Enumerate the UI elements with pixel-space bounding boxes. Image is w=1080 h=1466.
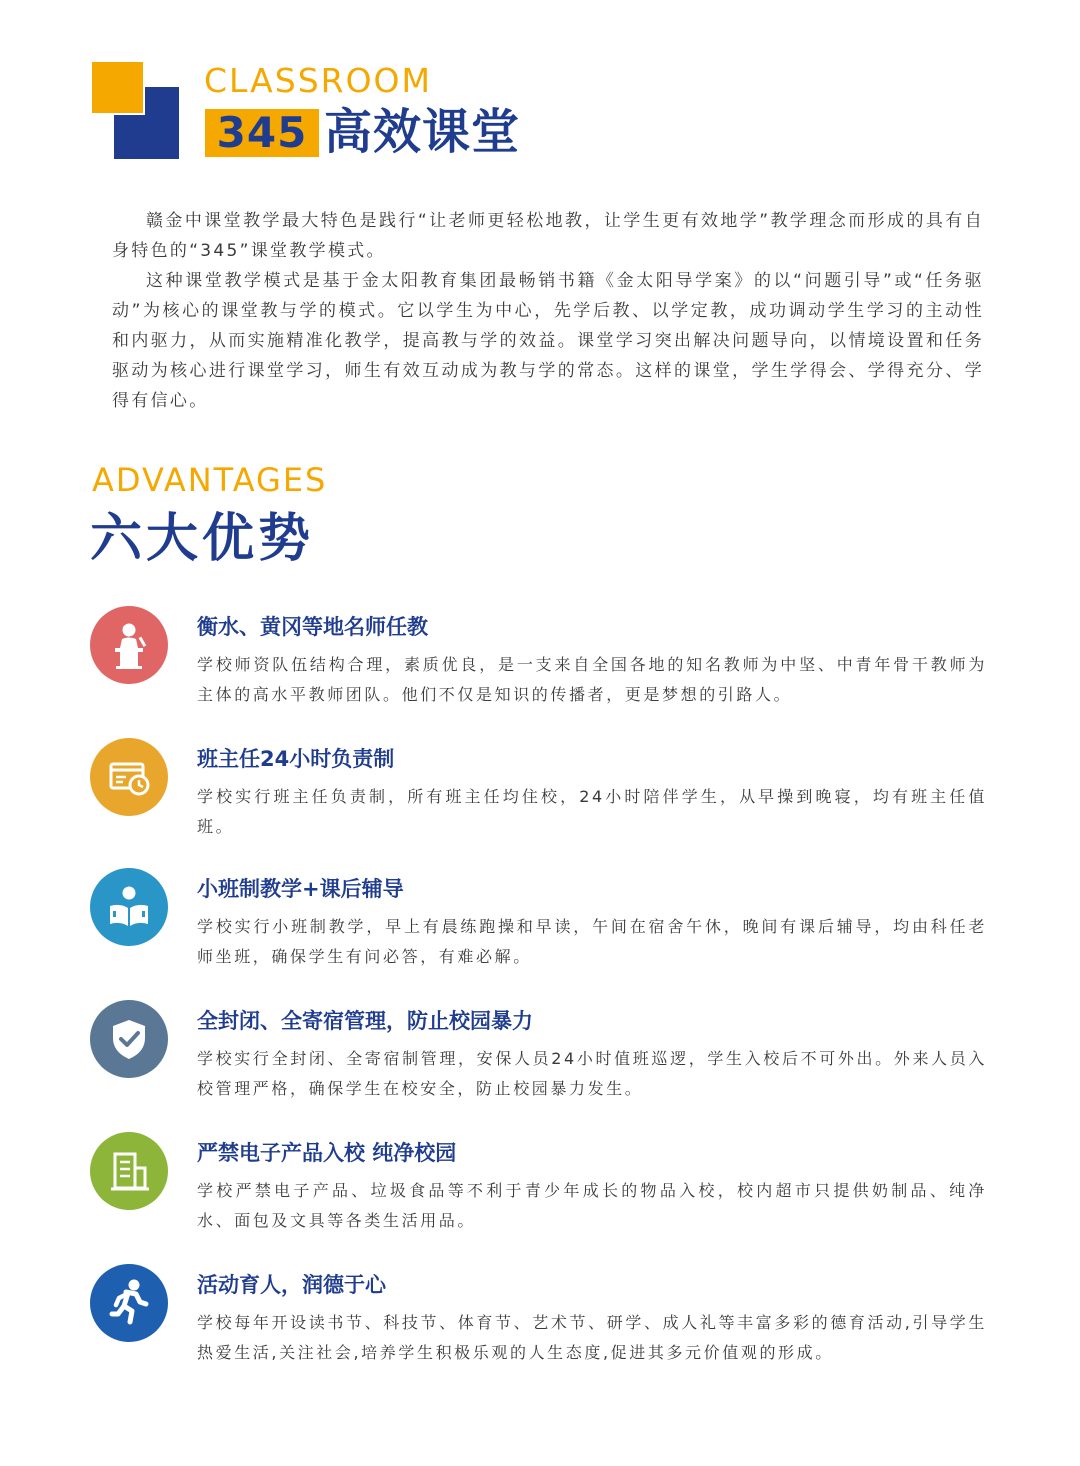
shield-check-icon	[90, 1000, 168, 1078]
logo-yellow-square	[92, 62, 143, 113]
advantage-title: 班主任24小时负责制	[197, 747, 395, 771]
intro-paragraph: 赣金中课堂教学最大特色是践行“让老师更轻松地教，让学生更有效地学”教学理念而形成的具有自身特色的“345”课堂教学模式。	[112, 211, 984, 261]
advantage-desc: 学校师资队伍结构合理，素质优良，是一支来自全国各地的知名教师为中坚、中青年骨干教师为主体的高水平教师团队。他们不仅是知识的传播者，更是梦想的引路人。	[197, 655, 987, 704]
intro-paragraph: 这种课堂教学模式是基于金太阳教育集团最畅销书籍《金太阳导学案》的以“问题引导”或“任务驱动”为核心的课堂教与学的模式。它以学生为中心，先学后教、以学定教，成功调动学生学习的主动性和内驱力，从而实施精准化教学，提高教与学的效益。课堂学习突出解决问题导向，以情境设置和任务驱动为核心进行课堂学习，师生有效互动成为教与学的常态。这样的课堂，学生学得会、学得充分、学得有信心。	[112, 271, 984, 411]
reading-student-icon	[90, 868, 168, 946]
running-person-icon	[90, 1264, 168, 1342]
advantage-desc: 学校实行小班制教学，早上有晨练跑操和早读，午间在宿舍午休，晚间有课后辅导，均由科任老师坐班，确保学生有问必答，有难必解。	[197, 917, 987, 966]
teacher-lectern-icon	[90, 606, 168, 684]
advantage-desc: 学校实行班主任负责制，所有班主任均住校，24小时陪伴学生，从早操到晚寝，均有班主任值班。	[197, 787, 987, 836]
advantages-title-cn: 六大优势	[90, 509, 315, 569]
building-icon	[90, 1132, 168, 1210]
header-title-cn: 高效课堂	[324, 104, 521, 160]
logo-navy-edge	[171, 87, 179, 159]
advantage-title: 小班制教学+课后辅导	[197, 877, 404, 901]
logo-navy-column	[145, 87, 171, 159]
header-title-number: 345	[205, 109, 319, 157]
advantage-desc: 学校每年开设读书节、科技节、体育节、艺术节、研学、成人礼等丰富多彩的德育活动,引导学生热爱生活,关注社会,培养学生积极乐观的人生态度,促进其多元价值观的形成。	[197, 1313, 987, 1362]
advantage-title: 衡水、黄冈等地名师任教	[197, 615, 428, 639]
advantages-title-en: ADVANTAGES	[92, 461, 328, 499]
advantage-title: 全封闭、全寄宿管理，防止校园暴力	[197, 1009, 533, 1033]
intro-text	[112, 206, 984, 416]
advantage-title: 严禁电子产品入校 纯净校园	[197, 1141, 457, 1165]
header-title-en: CLASSROOM	[204, 61, 433, 100]
classroom-logo	[92, 62, 192, 162]
schedule-clock-icon	[90, 738, 168, 816]
advantage-title: 活动育人，润德于心	[197, 1273, 386, 1297]
advantage-desc: 学校严禁电子产品、垃圾食品等不利于青少年成长的物品入校，校内超市只提供奶制品、纯净水、面包及文具等各类生活用品。	[197, 1181, 987, 1230]
advantage-desc: 学校实行全封闭、全寄宿制管理，安保人员24小时值班巡逻，学生入校后不可外出。外来人员入校管理严格，确保学生在校安全，防止校园暴力发生。	[197, 1049, 987, 1098]
